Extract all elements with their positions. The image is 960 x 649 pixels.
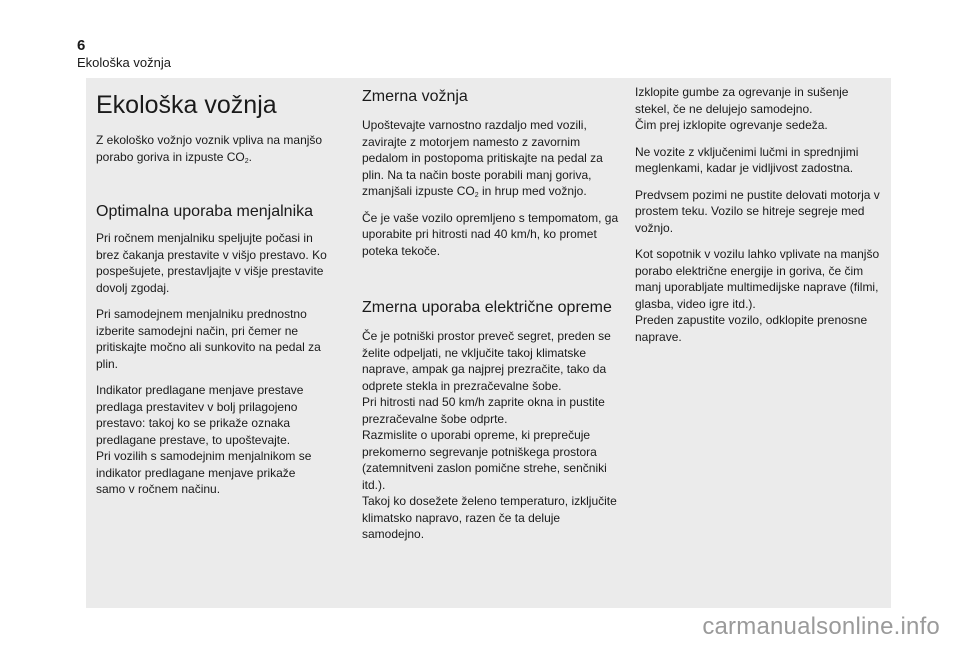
electric-paragraph-ac: Takoj ko dosežete želeno temperaturo, izključite klimatsko napravo, razen če ta deluje samodejno.: [362, 494, 617, 541]
electric-paragraph-shading: Razmislite o uporabi opreme, ki preprečuje prekomerno segrevanje potniškega prostora (zatemnitveni zaslon pomične strehe, senčniki itd.).: [362, 428, 607, 492]
electric-paragraph-ventilation: Če je potniški prostor preveč segret, preden se želite odpeljati, ne vključite takoj klimatske naprave, ampak ga najprej prezračite, tako da odprete stekla in prezračevalne šobe.: [362, 329, 611, 393]
gearbox-paragraph-indicator-auto: Pri vozilih s samodejnim menjalnikom se indikator predlagane menjave prikaže samo v ročnem načinu.: [96, 449, 312, 496]
intro-paragraph: Z ekološko vožnjo voznik vpliva na manjšo porabo goriva in izpuste $CO_2$.: [96, 133, 323, 165]
tip-portable-devices: Preden zapustite vozilo, odklopite prenosne naprave.: [635, 313, 868, 344]
tip-multimedia: Kot sopotnik v vozilu lahko vplivate na manjšo porabo električne energije in goriva, če čim manj uporabljate multimedijske naprave (filmi, glasba, video igre itd.).: [635, 247, 880, 311]
content-panel: [86, 78, 891, 608]
gearbox-paragraph-indicator: Indikator predlagane menjave prestave predlaga prestavitev v bolj prilagojeno prestavo: takoj ko se prikaže oznaka predlagane prestave, to upoštevajte.: [96, 383, 304, 447]
column-left: [96, 78, 328, 498]
gearbox-paragraph-automatic: Pri samodejnem menjalniku prednostno izberite samodejni način, pri čemer ne pritiskajte močno ali sunkovito na pedal za plin.: [96, 307, 321, 371]
driving-paragraph-distance: Upoštevajte varnostno razdaljo med vozili, zavirajte z motorjem namesto z zavornim pedalom in postopoma pritiskajte na pedal za plin. Na ta način boste porabili manj goriva, zmanjšali izpuste $CO_2$ in hrup med vožnjo.: [362, 118, 603, 199]
page-number: 6: [77, 37, 86, 54]
gearbox-paragraph-manual: Pri ročnem menjalniku speljujte počasi in brez čakanja prestavite v višjo prestavo. Ko pospešujete, prestavljajte v višje prestavite dovolj zgodaj.: [96, 231, 327, 295]
page-title: Ekološka vožnja: [96, 91, 277, 119]
running-header: Ekološka vožnja: [77, 55, 171, 70]
heading-gearbox: Optimalna uporaba menjalnika: [96, 203, 314, 220]
column-right: [635, 78, 885, 345]
heading-moderate-driving: Zmerna vožnja: [362, 88, 468, 105]
tip-idling: Predvsem pozimi ne pustite delovati motorja v prostem teku. Vozilo se hitreje segreje med vožnjo.: [635, 187, 880, 235]
heading-electrical-equipment: Zmerna uporaba električne opreme: [362, 299, 612, 316]
watermark: carmanualsonline.info: [702, 613, 940, 640]
column-middle: [362, 78, 620, 543]
driving-paragraph-cruise: Če je vaše vozilo opremljeno s tempomatom, ga uporabite pri hitrosti nad 40 km/h, ko promet poteka tekoče.: [362, 210, 619, 258]
tip-defrost: Izklopite gumbe za ogrevanje in sušenje stekel, če ne delujejo samodejno.: [635, 85, 849, 116]
tip-lights: Ne vozite z vključenimi lučmi in sprednjimi meglenkami, kadar je vidljivost zadostna.: [635, 144, 859, 175]
tip-seat-heating: Čim prej izklopite ogrevanje sedeža.: [635, 118, 828, 132]
electric-paragraph-windows: Pri hitrosti nad 50 km/h zaprite okna in pustite prezračevalne šobe odprte.: [362, 395, 605, 426]
